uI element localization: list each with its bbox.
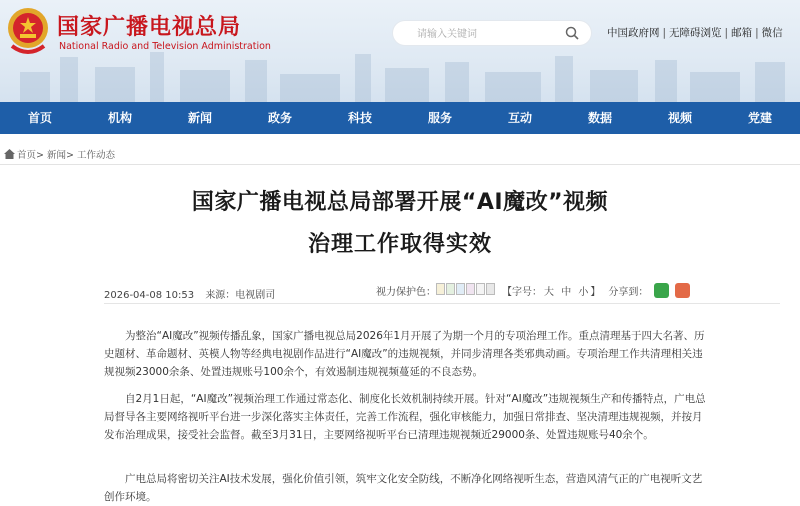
font-size-options bbox=[542, 283, 590, 298]
link-mail[interactable]: 邮箱 bbox=[731, 27, 753, 39]
wechat-share-icon[interactable] bbox=[654, 283, 669, 298]
nav-item-home[interactable]: 首页 bbox=[27, 111, 52, 125]
color-swatch[interactable] bbox=[486, 283, 495, 295]
link-separator: | bbox=[724, 27, 729, 39]
nav-item-data[interactable]: 数据 bbox=[587, 111, 612, 125]
top-links bbox=[607, 25, 783, 40]
publish-date: 2026-04-08 10:53 bbox=[104, 290, 195, 301]
color-swatch[interactable] bbox=[456, 283, 465, 295]
link-wechat[interactable]: 微信 bbox=[761, 27, 783, 39]
nav-item-services[interactable]: 服务 bbox=[427, 111, 452, 125]
link-gov[interactable]: 中国政府网 bbox=[607, 27, 660, 39]
home-icon bbox=[4, 149, 15, 159]
nav-item-government-affairs[interactable]: 政务 bbox=[267, 111, 292, 125]
national-emblem-icon bbox=[6, 6, 50, 58]
breadcrumb bbox=[4, 147, 115, 161]
nav-item-party-building[interactable]: 党建 bbox=[747, 111, 772, 125]
article-title-line1: 国家广播电视总局部署开展“AI魔改”视频 bbox=[191, 190, 609, 215]
font-size-medium[interactable]: 中 bbox=[561, 287, 572, 298]
article-paragraph: 广电总局将密切关注AI技术发展，强化价值引领，筑牢文化安全防线，不断净化网络视听生态，营造风清气正的广电视听文艺创作环境。 bbox=[104, 473, 703, 503]
article-title-line2: 治理工作取得实效 bbox=[307, 232, 492, 257]
nav-item-organization[interactable]: 机构 bbox=[107, 111, 132, 125]
site-header bbox=[0, 0, 800, 102]
link-accessibility[interactable]: 无障碍浏览 bbox=[669, 27, 722, 39]
font-size-small[interactable]: 小 bbox=[578, 287, 589, 298]
search-input[interactable] bbox=[415, 23, 559, 45]
nav-item-technology[interactable]: 科技 bbox=[347, 111, 372, 125]
color-swatch-group bbox=[436, 283, 496, 298]
site-title[interactable]: 国家广播电视总局 bbox=[57, 15, 242, 40]
font-size-label: 【字号： bbox=[502, 287, 542, 298]
font-size-close: 】 bbox=[590, 287, 601, 298]
article-tools bbox=[376, 283, 690, 298]
main-nav bbox=[0, 102, 800, 134]
nav-item-interaction[interactable]: 互动 bbox=[507, 111, 532, 125]
color-swatch[interactable] bbox=[476, 283, 485, 295]
font-size-large[interactable]: 大 bbox=[544, 287, 554, 298]
color-swatch[interactable] bbox=[436, 283, 445, 295]
color-swatch[interactable] bbox=[466, 283, 475, 295]
color-swatch[interactable] bbox=[446, 283, 455, 295]
article-source: 来源：电视剧司 bbox=[205, 290, 276, 301]
link-separator: | bbox=[662, 27, 667, 39]
article-paragraph: 为整治“AI魔改”视频传播乱象，国家广播电视总局2026年1月开展了为期一个月的专项治理工作。重点清理基于四大名著、历史题材、革命题材、英模人物等经典电视剧作品进行“AI魔改”的违规视频，并同步清理各类邪典动画。专项治理工作共清理相关违规视频23000余条、处置违规账号100余个，有效遏制违规视频蔓延的不良态势。 bbox=[104, 330, 705, 378]
nav-item-video[interactable]: 视频 bbox=[667, 111, 692, 125]
nav-item-news[interactable]: 新闻 bbox=[187, 111, 212, 125]
weibo-share-icon[interactable] bbox=[675, 283, 690, 298]
article-meta bbox=[104, 286, 283, 301]
breadcrumb-text[interactable]: 首页> 新闻> 工作动态 bbox=[17, 150, 115, 161]
vision-protect-label: 视力保护色： bbox=[376, 287, 436, 298]
divider bbox=[0, 164, 800, 165]
search-box[interactable] bbox=[393, 21, 591, 45]
divider bbox=[104, 303, 780, 304]
share-label: 分享到： bbox=[608, 287, 649, 298]
link-separator: | bbox=[755, 27, 759, 39]
article-paragraph: 自2月1日起，“AI魔改”视频治理工作通过常态化、制度化长效机制持续开展。针对“AI魔改”违规视频生产和传播特点，广电总局督导各主要网络视听平台进一步深化落实主体责任，完善工作流程，强化审核能力，加强日常排查、坚决清理违规视频，并按月发布治理成果，接受社会监督。截至3月31日，主要网络视听平台已清理违规视频近29000条、处置违规账号40余个。 bbox=[104, 393, 706, 441]
site-subtitle: National Radio and Television Administration bbox=[59, 41, 271, 52]
search-icon[interactable] bbox=[565, 26, 579, 40]
